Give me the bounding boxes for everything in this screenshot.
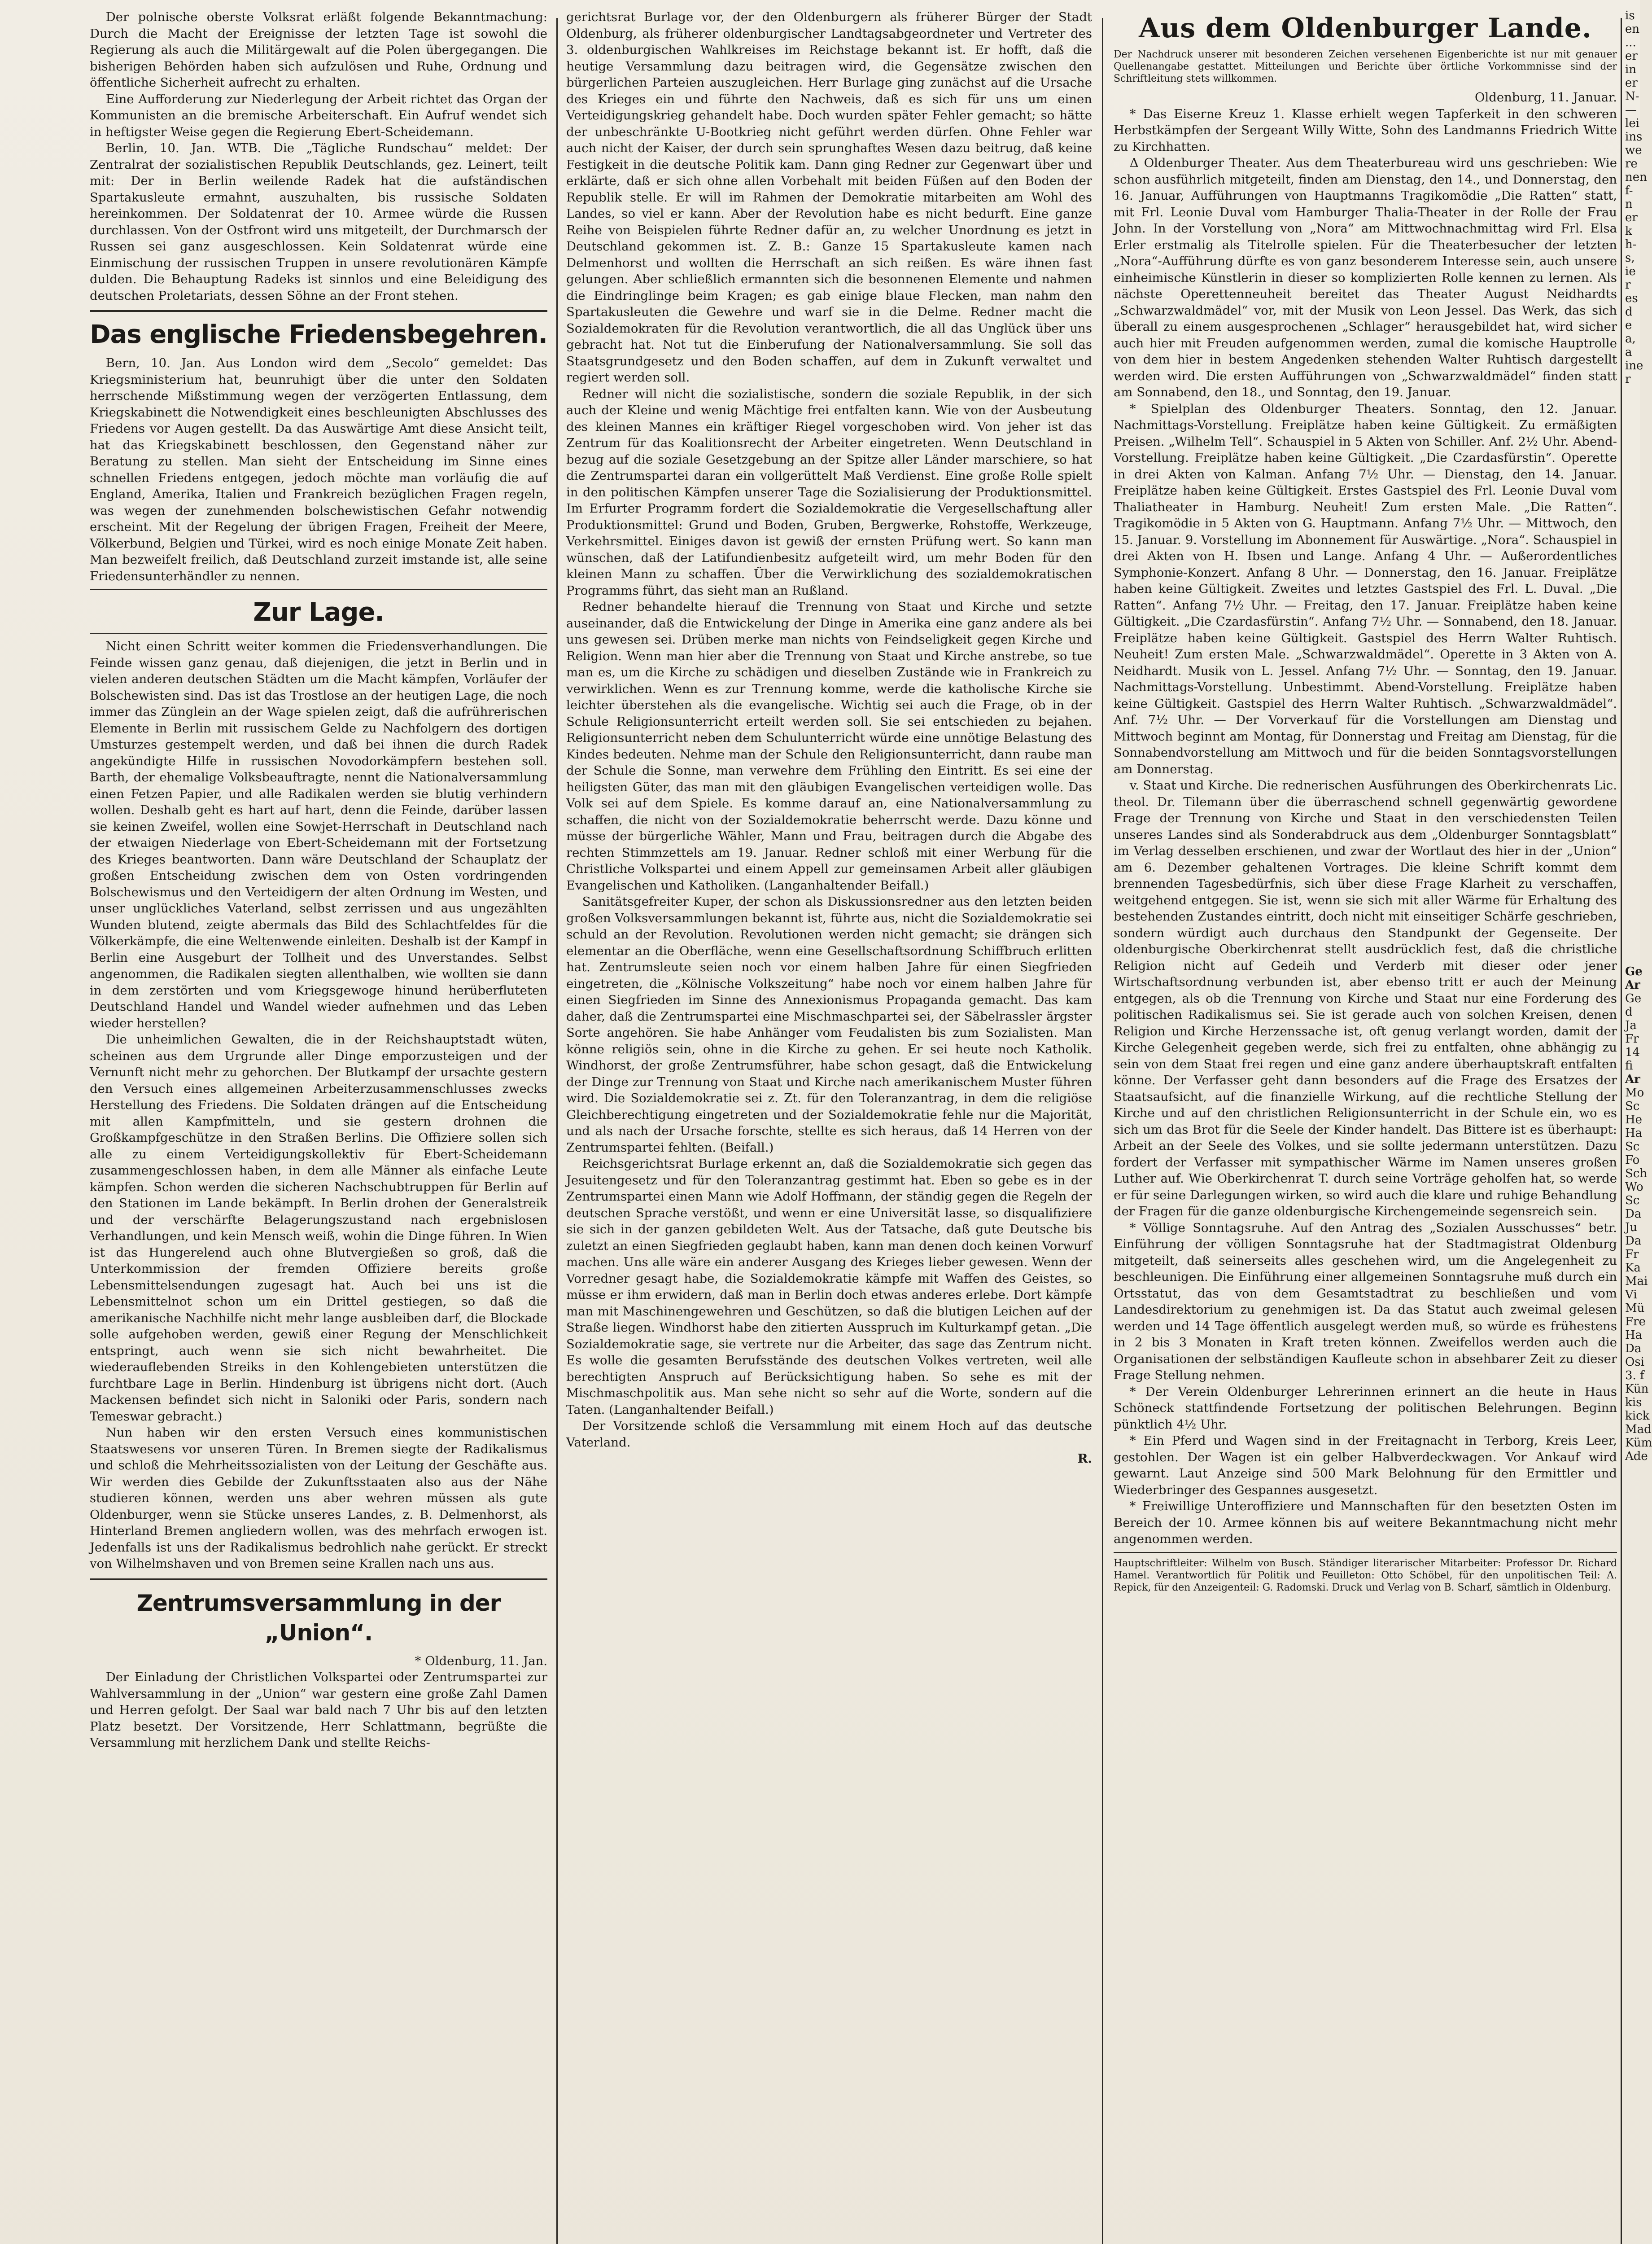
fragment: Ar [1625, 978, 1640, 992]
fragment: 14 [1625, 1046, 1640, 1059]
local-item: * Der Verein Oldenburger Lehrerinnen erinnert an die heute in Haus Schöneck stattfindende Fortsetzung der politischen Belehrungen. Beginn pünktlich 4½ Uhr. [1114, 1384, 1617, 1432]
fragment: s, [1625, 251, 1635, 265]
local-dateline: Oldenburg, 11. Januar. [1474, 90, 1617, 105]
fragment: Mai [1625, 1275, 1648, 1288]
fragment: Küm [1625, 1436, 1652, 1450]
fragment: er [1625, 49, 1638, 63]
article-paragraph: Redner behandelte hierauf die Trennung von Staat und Kirche und setzte auseinander, daß die Entwickelung der Dinge in Amerika eine ganz andere als bei uns gewesen sei. Drüben merke man nichts von Feindseligkeit gegen Kirche und Religion. Wenn man hier aber die Trennung von Staat und Kirche anstrebe, so tue man es, um die Kirche zu schädigen und dieselben Zustände wie in Frankreich zu verwirklichen. Wenn es zur Trennung komme, werde die katholische Kirche sie leichter überstehen als die evangelische. Wichtig sei auch die Frage, ob in der Schule Religionsunterricht erteilt werden soll. Sie sei entschieden zu bejahen. Religionsunterricht neben dem Schulunterricht würde eine unnötige Belastung des Kindes bedeuten. Nehme man der Schule den Religionsunterricht, dann raube man der Schule die Sonne, man verwehre dem Frühling den Eintritt. Es sei eine der heiligsten Güter, das man mit den gläubigen Evangelischen verteidigen wolle. Das Volk sei auf dem Spiele. Es komme darauf an, eine Nationalversammlung zu schaffen, die nicht von der Sozialdemokratie beherrscht werde. Dazu könne und müsse der bürgerliche Wähler, Mann und Frau, beitragen durch die Abgabe des rechten Stimmzettels am 19. Januar. Redner schloß mit einer Werbung für die Christliche Volkspartei und einem Appell zur gemeinsamen Arbeit aller gläubigen Evangelischen und Katholiken. (Langanhaltender Beifall.) [566, 600, 1092, 893]
fragment: kick [1625, 1409, 1650, 1423]
fragment: Ge [1625, 965, 1643, 978]
local-item: Δ Oldenburger Theater. Aus dem Theaterbureau wird uns geschrieben: Wie schon ausführlich mitgeteilt, finden am Dienstag, den 14., und Donnerstag, den 16. Januar, Aufführungen von Hauptmanns Tragikomödie „Die Ratten“ statt, mit Frl. Leonie Duval vom Hamburger Thalia-Theater in der Rolle der Frau John. In der Vorstellung von „Nora“ am Mittwochnachmittag wird Frl. Elsa Erler erstmalig als Titelrolle spielen. Für die Theaterbesucher der letzten „Nora“-Aufführung dürfte es von ganz besonderem Interesse sein, auch unsere einheimische Künstlerin in dieser so komplizierten Rolle kennen zu lernen. Als nächste Operettenneuheit bereitet das Theater August Neidhardts „Schwarzwaldmädel“ vor, mit der Musik von Leon Jessel. Das Werk, das sich überall zu einem ausgesprochenen „Schlager“ herausgebildet hat, wird sicher auch hier mit Freuden aufgenommen werden, zumal die komische Hauptrolle von dem hier in bestem Angedenken stehenden Walter Ruhtisch dargestellt werden wird. Die ersten Aufführungen von „Schwarzwaldmädel“ finden statt am Sonnabend, den 18., und Sonntag, den 19. Januar. [1114, 156, 1617, 399]
fragment: a [1625, 346, 1632, 359]
fragment: Fre [1625, 1315, 1646, 1328]
article-paragraph: Der Vorsitzende schloß die Versammlung mit einem Hoch auf das deutsche Vaterland. [566, 1419, 1092, 1450]
fragment: r [1625, 373, 1631, 386]
article-paragraph: Die unheimlichen Gewalten, die in der Reichshauptstadt wüten, scheinen aus dem Urgrunde aller Dinge emporzusteigen und der Vernunft nicht mehr zu gehorchen. Der Blutkampf der ursachte gestern den Versuch eines allgemeinen Arbeiterzusammenschlusses zwecks Herstellung des Friedens. Die Soldaten drängen auf die Entscheidung mit allen Kampfmitteln, und sie gestern drohnen die Großkampfgeschütze in den Straßen Berlins. Die Offiziere sollen sich alle zu einem Verteidigungskollektiv für Ebert-Scheidemann zusammengeschlossen haben, in dem alle Männer als einfache Leute kämpfen. Schon werden die sicheren Nachschubtruppen für Berlin auf den Stationen im Lande bekämpft. In Berlin drohen der Generalstreik und der verschärfte Belagerungszustand nach ergebnislosen Verhandlungen, und kein Mensch weiß, wohin die Dinge führen. In Wien ist das Hungerelend auch ohne Blutvergießen so groß, daß die Unterkommission der fremden Offiziere bereits große Lebensmittelsendungen zugesagt hat. Auch bei uns ist die Lebensmittelnot schon um ein Drittel gestiegen, so daß die amerikanische Nachhilfe nicht mehr lange ausbleiben darf, die Blockade solle aufgehoben werden, gewiß einer Regung der Menschlichkeit entspringt, auch wenn sie sich nicht bewahrheitet. Die wiederauflebenden Streiks in den Kohlengebieten unterstützen die furchtbare Lage in Berlin. Hindenburg ist übrigens nicht dort. (Auch Mackensen befindet sich nicht in Saloniki oder Paris, sondern nach Temeswar gebracht.) [90, 1032, 547, 1424]
fragment: Sc [1625, 1100, 1640, 1113]
fragment: Wo [1625, 1180, 1643, 1194]
fragment: Da [1625, 1207, 1642, 1221]
meeting-dateline: * Oldenburg, 11. Jan. [415, 1653, 547, 1668]
fragment: e [1625, 319, 1632, 332]
author-signoff: R. [1077, 1451, 1092, 1466]
fragment: Sc [1625, 1194, 1640, 1207]
fragment: en [1625, 22, 1640, 36]
fragment: kis [1625, 1396, 1642, 1409]
lead-news [90, 9, 547, 304]
spacer [1625, 386, 1640, 965]
fragment: Fr [1625, 1032, 1639, 1046]
fragment: nen [1625, 171, 1647, 184]
fragment: Da [1625, 1234, 1642, 1248]
fragment: ie [1625, 265, 1636, 278]
headline-meeting: Zentrumsversammlung in der „Union“. [136, 1590, 501, 1646]
local-item: * Ein Pferd und Wagen sind in der Freitagnacht in Terborg, Kreis Leer, gestohlen. Der Wagen ist ein gelber Halbverdeckwagen. Vor Ankauf wird gewarnt. Laut Anzeige sind 500 Mark Belohnung für den Ermittler und Wiederbringer des Gespannes ausgesetzt. [1114, 1433, 1617, 1497]
headline-peace: Das englische Friedensbegehren. [90, 320, 547, 349]
article-paragraph: Sanitätsgefreiter Kuper, der schon als Diskussionsredner aus den letzten beiden großen Volksversammlungen bekannt ist, führte aus, nicht die Sozialdemokratie sei schuld an der Revolution. Revolutionen werden nicht gemacht; sie drängen sich elementar an die Oberfläche, wenn eine Gesellschaftsordnung Schiffbruch erlitten hat. Zentrumsleute seien noch vor einem halben Jahre für einen Siegfrieden eingetreten, die „Kölnische Volkszeitung“ habe noch vor einem halben Jahre für einen Siegfrieden im Sinne des Annexionismus Propaganda gemacht. Das kam daher, daß die Zentrumspartei eine Mischmaschpartei sei, der Säbelrassler ärgster Sorte angehören. Sie habe Anhänger vom Feudalisten bis zum Sozialisten. Man könne religiös sein, ohne in die Kirche zu gehen. Er sei heute noch Katholik. Windhorst, der große Zentrumsführer, habe schon gesagt, daß die Entwickelung der Dinge zur Trennung von Staat und Kirche nach amerikanischem Muster führen wird. Die Sozialdemokratie sei z. Zt. für den Toleranzantrag, in dem die religiöse Gleichberechtigung eingetreten und der Sozialdemokratie fehle nur die Majorität, und als nach der Ursache forschte, stellte es sich heraus, daß 14 Herren von der Zentrumspartei fehlten. (Beifall.) [566, 894, 1092, 1155]
fragment: Ade [1625, 1450, 1648, 1463]
fragment: He [1625, 1113, 1643, 1126]
column-rule [1621, 18, 1622, 2244]
column-rule [556, 18, 558, 2244]
fragment: Kün [1625, 1382, 1649, 1396]
fragment: Sch [1625, 1167, 1648, 1180]
fragment: ins [1625, 130, 1643, 144]
article-paragraph: Redner will nicht die sozialistische, sondern die soziale Republik, in der sich auch der Kleine und wenig Mächtige frei entfalten kann. Wie von der Ausbeutung des kleinen Mannes ein kräftiger Riegel vorgeschoben wird. Von jeher ist das Zentrum für das Koalitionsrecht der Arbeiter eingetreten. Wenn Deutschland in bezug auf die soziale Gesetzgebung an der Spitze aller Länder marschiere, so hat die Zentrumspartei daran ein vollgerüttelt Maß Verdienst. Eine große Rolle spielt in den politischen Kämpfen unserer Tage die Sozialisierung der Produktionsmittel. Im Erfurter Programm fordert die Sozialdemokratie die Vergesellschaftung aller Produktionsmittel: Grund und Boden, Gruben, Bergwerke, Rohstoffe, Werkzeuge, Verkehrsmittel. Einiges davon ist gewiß der ernsten Prüfung wert. So kann man wünschen, daß der Latifundienbesitz aufgeteilt wird, um mehr Boden für den kleinen Mann zu schaffen. Über die Verwirklichung des sozialdemokratischen Programms führt, das sieht man an Rußland. [566, 386, 1092, 598]
fragment: — [1625, 103, 1637, 117]
fragment: Osi [1625, 1355, 1644, 1369]
article-paragraph: Nicht einen Schritt weiter kommen die Friedensverhandlungen. Die Feinde wissen ganz genau, daß diejenigen, die jetzt in Berlin und in vielen anderen deutschen Städten um die Macht kämpfen, Vorläufer der Bolschewisten sind. Das ist das Trostlose an der heutigen Lage, die noch immer das Zünglein an der Wage spielen zeigt, daß die aufrührerischen Elemente in Berlin mit russischem Gelde zu Nachfolgern des dortigen Umsturzes gestempelt werden, und daß bei ihnen die durch Radek angekündigte Hilfe in russischen Novodorkämpfern bestehen soll. Barth, der ehemalige Volksbeauftragte, nennt die Nationalversammlung einen Fetzen Papier, und alle Radikalen werden sie blutig verhindern wollen. Deshalb geht es hart auf hart, denn die Feinde, darüber lassen sie keinen Zweifel, wollen eine Sowjet-Herrschaft in Deutschland nach der etwaigen Niederlage von Ebert-Scheidemann mit der Fortsetzung des Krieges beantworten. Dann wäre Deutschland der Schauplatz der großen Entscheidung zwischen dem von Osten vordringenden Bolschewismus und den Verteidigern der alten Ordnung im Westen, und unser unglückliches Vaterland, selbst zerrissen und aus ungezählten Wunden blutend, zeigte abermals das Bild des Schlachtfeldes für die Völkerkämpfe, die eine Weltenwende einleiten. Deshalb ist der Kampf in Berlin eine Ausgeburt der Tollheit und des Unverstandes. Selbst angenommen, die Radikalen siegten allenthalben, wie wollten sie dann in dem zerstörten und vom Kriegsgewoge hinund herüberfluteten Deutschland Handel und Wandel wieder aufnehmen und das Leben wieder herstellen? [90, 639, 547, 1030]
fragment: Fo [1625, 1153, 1640, 1167]
fragment: Ja [1625, 1019, 1637, 1032]
news-paragraph: Eine Aufforderung zur Niederlegung der Arbeit richtet das Organ der Kommunisten an die bremische Arbeiterschaft. Ein Aufruf wendet sich in heftigster Weise gegen die Regierung Ebert-Scheidemann. [90, 92, 547, 139]
fragment: in [1625, 63, 1637, 76]
fragment: Sc [1625, 1140, 1640, 1153]
local-item: * Freiwillige Unteroffiziere und Mannschaften für den besetzten Osten im Bereich der 10. Armee können bis auf weitere Bekanntmachung nicht mehr angenommen werden. [1114, 1499, 1617, 1546]
fragment: Mad [1625, 1423, 1652, 1436]
fragment: Ha [1625, 1126, 1643, 1140]
local-item: * Das Eiserne Kreuz 1. Klasse erhielt wegen Tapferkeit in den schweren Herbstkämpfen der Sergeant Willy Witte, Sohn des Landmanns Friedrich Witte zu Kirchhatten. [1114, 106, 1617, 154]
reprint-note: Der Nachdruck unserer mit besonderen Zeichen versehenen Eigenberichte ist nur mit genauer Quellenangabe gestattet. Mitteilungen und Berichte über örtliche Vorkommnisse sind der Schriftleitung stets willkommen. [1114, 49, 1617, 84]
fragment: d [1625, 1005, 1633, 1019]
column-3 [1114, 9, 1617, 2244]
local-item: * Spielplan des Oldenburger Theaters. Sonntag, den 12. Januar. Nachmittags-Vorstellung. Freiplätze haben keine Gültigkeit. Zu ermäßigten Preisen. „Wilhelm Tell“. Schauspiel in 5 Akten von Schiller. Anf. 2½ Uhr. Abend-Vorstellung. Freiplätze haben keine Gültigkeit. „Die Czardasfürstin“. Operette in drei Akten von Kalman. Anfang 7½ Uhr. — Dienstag, den 14. Januar. Freiplätze haben keine Gültigkeit. Erstes Gastspiel des Frl. Leonie Duval vom Thaliatheater in Hamburg. Neuheit! Zum ersten Male. „Die Ratten“. Tragikomödie in 5 Akten von G. Hauptmann. Anfang 7½ Uhr. — Mittwoch, den 15. Januar. 9. Vorstellung im Abonnement für Auswärtige. „Nora“. Schauspiel in drei Akten von H. Ibsen und Lange. Anfang 4 Uhr. — Außerordentliches Symphonie-Konzert. Anfang 8 Uhr. — Donnerstag, den 16. Januar. Freiplätze haben keine Gültigkeit. Zweites und letztes Gastspiel des Frl. L. Duval. „Die Ratten“. Anfang 7½ Uhr. — Freitag, den 17. Januar. Freiplätze haben keine Gültigkeit. „Die Czardasfürstin“. Anfang 7½ Uhr. — Sonnabend, den 18. Januar. Freiplätze haben keine Gültigkeit. Gastspiel des Herrn Walter Ruhtisch. Neuheit! Zum ersten Male. „Schwarzwaldmädel“. Operette in 3 Akten von A. Neidhardt. Musik von L. Jessel. Anfang 7½ Uhr. — Sonntag, den 19. Januar. Nachmittags-Vorstellung. Unbestimmt. Abend-Vorstellung. Freiplätze haben keine Gültigkeit. Gastspiel des Herrn Walter Ruhtisch. „Schwarzwaldmädel“. Anf. 7½ Uhr. — Der Vorverkauf für die Vorstellungen am Dienstag und Mittwoch beginnt am Montag, für Donnerstag und Freitag am Dienstag, für die Sonnabendvorstellung am Mittwoch und für die beiden Sonntagsvorstellungen am Donnerstag. [1114, 401, 1617, 776]
fragment: we [1625, 144, 1642, 157]
fragment: es [1625, 292, 1638, 305]
news-paragraph: Der polnische oberste Volksrat erläßt folgende Bekanntmachung: Durch die Macht der Ereignisse der letzten Tage ist sowohl die Regierung als auch die Militärgewalt auf die Polen übergegangen. Die bisherigen Behörden haben sich aufzulösen und Ruhe, Ordnung und öffentliche Sicherheit aufrecht zu erhalten. [90, 10, 547, 90]
fragment: d [1625, 305, 1633, 319]
fragment: Da [1625, 1342, 1642, 1355]
fragment: fi [1625, 1059, 1633, 1073]
headline-situation: Zur Lage. [253, 598, 384, 627]
local-item: v. Staat und Kirche. Die rednerischen Ausführungen des Oberkirchenrats Lic. theol. Dr. Tilemann über die überraschend schnell gegenwärtig gewordene Frage der Trennung von Kirche und Staat in den verschiedensten Teilen unseres Landes sind als Sonderabdruck aus dem „Oldenburger Sonntagsblatt“ im Verlag desselben erschienen, und zwar der Wortlaut des hier in der „Union“ am 6. Dezember gehaltenen Vortrages. Die kleine Schrift kommt dem brennenden Tagesbedürfnis, sich über diese Frage Klarheit zu verschaffen, weitgehend entgegen. Sie ist, wenn sie sich mit aller Wärme für Erhaltung des bestehenden Zustandes eintritt, doch nicht mit einseitiger Schärfe geschrieben, sondern würdigt auch durchaus den Standpunkt der Gegenseite. Der oldenburgische Oberkirchenrat stellt ausdrücklich fest, daß die christliche Religion nicht auf Gedeih und Verderb mit dieser oder jener Wirtschaftsordnung verbunden ist, aber ebenso tritt er auch der Meinung entgegen, als ob die Trennung von Kirche und Staat nur eine Forderung des politischen Radikalismus sei. Sie ist gerade auch von solchen Kreisen, denen Religion und Kirche Herzenssache ist, oft genug verlangt worden, damit der Kirche Gelegenheit gegeben werde, sich frei zu entfalten, ohne abhängig zu sein von dem Staat frei regen und eine ganz andere überhauptskraft entfalten könne. Der Verfasser geht dann besonders auf die Frage des Ersatzes der Staatsaufsicht, auf die finanzielle Wirkung, auf die rechtliche Stellung der Kirche und auf den christlichen Religionsunterricht in der Schule ein, wo es sich um das Brot für die Seele der Kinder handelt. Das Bittere ist es überhaupt: Arbeit an der Seele des Volkes, und sie sollte jedermann unterstützen. Dazu fordert der Verfasser mit sympathischer Wärme im Namen unseres großen Luther auf. Wie Oberkirchenrat T. durch seine Vorträge geholfen hat, so werde er für seine Darlegungen wirken, so wird auch die klare und ruhige Behandlung der Fragen für die ganze oldenburgische Kirchengemeinde segensreich sein. [1114, 778, 1617, 1218]
column-1 [90, 9, 547, 2244]
section-masthead: Aus dem Oldenburger Lande. [1139, 13, 1592, 44]
fragment: n [1625, 197, 1633, 211]
fragment: er [1625, 76, 1638, 90]
section-divider [90, 633, 547, 634]
article-paragraph: Nun haben wir den ersten Versuch eines kommunistischen Staatswesens vor unseren Türen. In Bremen siegte der Radikalismus und schloß die Mehrheitssozialisten von der Leitung der Geschäfte aus. Wir werden dies Gebilde der Zukunftsstaaten also aus der Nähe studieren können, werden uns aber wehren müssen als gute Oldenburger, wenn sie Stücke unseres Landes, z. B. Delmenhorst, als Hinterland Bremen angliedern wollen, was des mehrfach erwogen ist. Jedenfalls ist uns der Radikalismus bedrohlich nahe gerückt. Er streckt von Wilhelmshaven und von Bremen seine Krallen nach uns aus. [90, 1425, 547, 1571]
fragment: h- [1625, 238, 1637, 251]
news-paragraph: Berlin, 10. Jan. WTB. Die „Tägliche Rundschau“ meldet: Der Zentralrat der sozialistischen Republik Deutschlands, gez. Leinert, teilt mit: Der in Berlin weilende Radek hat die aufständischen Spartakusleute ermahnt, auszuhalten, bis russische Soldaten hereinkommen. Der Soldatenrat der 10. Armee würde die Russen durchlassen. Von der Ostfront wird uns mitgeteilt, der Durchmarsch der Russen sei ganz ausgeschlossen. Kein Soldatenrat würde eine Einmischung der russischen Truppen in unsere revolutionären Kämpfe dulden. Die Behauptung Radeks ist sinnlos und eine Beleidigung des deutschen Proletariats, dessen Söhne an der Front stehen. [90, 141, 547, 303]
section-divider [90, 1578, 547, 1580]
article-peace-text: Bern, 10. Jan. Aus London wird dem „Secolo“ gemeldet: Das Kriegsministerium hat, beunruhigt über die unter den Soldaten herrschende Mißstimmung wegen der verzögerten Entlassung, dem Kriegskabinett die Notwendigkeit eines beschleunigten Abschlusses des Friedens vor Augen gestellt. Da das Auswärtige Amt diese Ansicht teilt, hat das Kriegskabinett beschlossen, den Gegenstand näher zur Beratung zu stellen. Man sieht der Entscheidung im Sinne eines schnellen Friedens entgegen, jedoch möchte man vorläufig die auf England, Amerika, Italien und Frankreich bezüglichen Fragen regeln, was wegen der zunehmenden bolschewistischen Gefahr notwendig erscheint. Mit der Regelung der übrigen Fragen, Freiheit der Meere, Völkerbund, Belgien und Türkei, wird es noch einige Monate Zeit haben. Man bezweifelt freilich, daß Deutschland zurzeit imstande ist, alle seine Friedensunterhändler zu nennen. [90, 356, 547, 583]
fragment: Ka [1625, 1261, 1641, 1275]
column-rule [1102, 18, 1103, 2244]
column-4-cut-off [1625, 9, 1652, 2244]
fragment: r [1625, 278, 1631, 292]
fragment: ... [1625, 36, 1636, 49]
article-paragraph: Reichsgerichtsrat Burlage erkennt an, daß die Sozialdemokratie sich gegen das Jesuitengesetz und für den Toleranzantrag gestimmt hat. Eben so gebe es in der Zentrumspartei einen Mann wie Adolf Hoffmann, der ständig gegen die Regeln der deutschen Sprache verstößt, und wenn er eine Universität lasse, so disqualifiziere sie sich in der ganzen gebildeten Welt. Aus der Tatsache, daß gute Deutsche bis zuletzt an einen Siegfrieden geglaubt haben, kann man denen doch keinen Vorwurf machen. Uns alle wäre ein anderer Ausgang des Krieges lieber gewesen. Wenn der Vorredner gesagt habe, die Sozialdemokratie kämpfe mit Waffen des Geistes, so müsse er ihm erwidern, daß man in Berlin doch etwas anderes erlebe. Dort kämpfe man mit Maschinengewehren und Geschützen, so daß die blutigen Leichen auf der Straße liegen. Windhorst habe den zitierten Ausspruch im Kulturkampf getan. „Die Sozialdemokratie sage, sie vertrete nur die Arbeiter, das sage das Zentrum nicht. Es wolle die gesamten Berufsstände des deutschen Volkes vertreten, weil alle berechtigten Anspruch auf Berücksichtigung haben. So sehe es mit der Mischmaschpolitik aus. Man sehe nicht so sehr auf die Worte, sondern auf die Taten. (Langanhaltender Beifall.) [566, 1157, 1092, 1417]
fragment: er [1625, 211, 1638, 224]
article-paragraph: gerichtsrat Burlage vor, der den Oldenburgern als früherer Bürger der Stadt Oldenburg, als früherer oldenburgischer Landtagsabgeordneter und Vertreter des 3. oldenburgischen Wahlkreises im Reichstage bekannt ist. Er hofft, daß die heutige Versammlung dazu beitragen wird, die Gegensätze zwischen den bürgerlichen Parteien auszugleichen. Herr Burlage ging zunächst auf die Ursache des Krieges ein und führte den Nachweis, daß es sich für uns um einen Verteidigungskrieg gehandelt habe. Doch wurden später Fehler gemacht; so hätte der unbeschränkte U-Bootkrieg nicht geführt werden dürfen. Ohne Fehler war auch nicht der Kaiser, der durch sein sprunghaftes Wesen dazu beitrug, daß keine Festigkeit in die deutsche Politik kam. Dann ging Redner zur Gegenwart über und erklärte, daß er sich ohne allen Vorbehalt mit beiden Füßen auf den Boden der Republik stelle. Er will im Rahmen der Demokratie mitarbeiten am Wohl des Landes, so viel er kann. Aber der Revolution habe es nicht bedurft. Eine ganze Reihe von Beispielen führte Redner dafür an, zu welcher Unordnung es jetzt in Deutschland gekommen ist. Z. B.: Ganze 15 Spartakusleute kamen nach Delmenhorst und wollten die Herrschaft an sich reißen. Es wäre ihnen fast gelungen. Aber schließlich ermannten sich die besonnenen Elemente und nahmen die Eindringlinge beim Kragen; es gab einige blaue Flecken, man nahm den Spartakusleuten die Gewehre und warf sie in die Delme. Redner macht die Sozialdemokraten für die Revolution verantwortlich, die all das Unglück über uns gebracht hat. Not tut die Einberufung der Nationalversammlung. Sie soll das Staatsgrundgesetz und den Boden schaffen, auf dem in Zukunft verwaltet und regiert werden soll. [566, 10, 1092, 385]
fragment: k [1625, 224, 1632, 238]
fragment: Mo [1625, 1086, 1644, 1100]
fragment: re [1625, 157, 1638, 171]
fragment: Fr [1625, 1248, 1639, 1261]
fragment: N- [1625, 90, 1639, 103]
article-meeting-text: Der Einladung der Christlichen Volkspartei oder Zentrumspartei zur Wahlversammlung in der „Union“ war gestern eine große Zahl Damen und Herren gefolgt. Der Saal war bald nach 7 Uhr bis auf den letzten Platz besetzt. Der Vorsitzende, Herr Schlattmann, begrüßte die Versammlung mit herzlichem Dank und stellte Reichs- [90, 1670, 547, 1750]
section-divider [90, 310, 547, 312]
fragment: Mü [1625, 1302, 1645, 1315]
fragment: ine [1625, 359, 1643, 373]
section-divider [90, 589, 547, 590]
fragment: a, [1625, 332, 1636, 346]
fragment: is [1625, 9, 1635, 22]
section-divider [1114, 1552, 1617, 1553]
column-2 [566, 9, 1092, 2244]
fragment: Ha [1625, 1328, 1643, 1342]
fragment: Ge [1625, 992, 1642, 1005]
fragment: f- [1625, 184, 1633, 197]
fragment: Ju [1625, 1221, 1638, 1234]
fragment: 3. f [1625, 1369, 1644, 1382]
imprint: Hauptschriftleiter: Wilhelm von Busch. Ständiger literarischer Mitarbeiter: Professor Dr. Richard Hamel. Verantwortlich für Politik und Feuilleton: Otto Schöbel, für den unpolitischen Teil: A. Repick, für den Anzeigenteil: G. Radomski. Druck und Verlag von B. Scharf, sämtlich in Oldenburg. [1114, 1557, 1617, 1593]
local-item: * Völlige Sonntagsruhe. Auf den Antrag des „Sozialen Ausschusses“ betr. Einführung der völligen Sonntagsruhe hat der Stadtmagistrat Oldenburg mitgeteilt, daß seinerseits alles geschehen wird, um die Angelegenheit zu beschleunigen. Die Einführung einer allgemeinen Sonntagsruhe muß durch ein Ortsstatut, das von dem Gesamtstadtrat zu beschließen und vom Landesdirektorium zu genehmigen ist. Da das Statut auch zweimal gelesen werden und 14 Tage öffentlich ausgelegt werden muß, so würde es frühestens in 2 bis 3 Monaten in Kraft treten können. Zweifellos werden auch die Organisationen der selbständigen Kaufleute schon in absehbarer Zeit zu dieser Frage Stellung nehmen. [1114, 1220, 1617, 1382]
fragment: Vi [1625, 1288, 1637, 1302]
fragment: Ar [1625, 1073, 1640, 1086]
fragment: lei [1625, 117, 1640, 130]
